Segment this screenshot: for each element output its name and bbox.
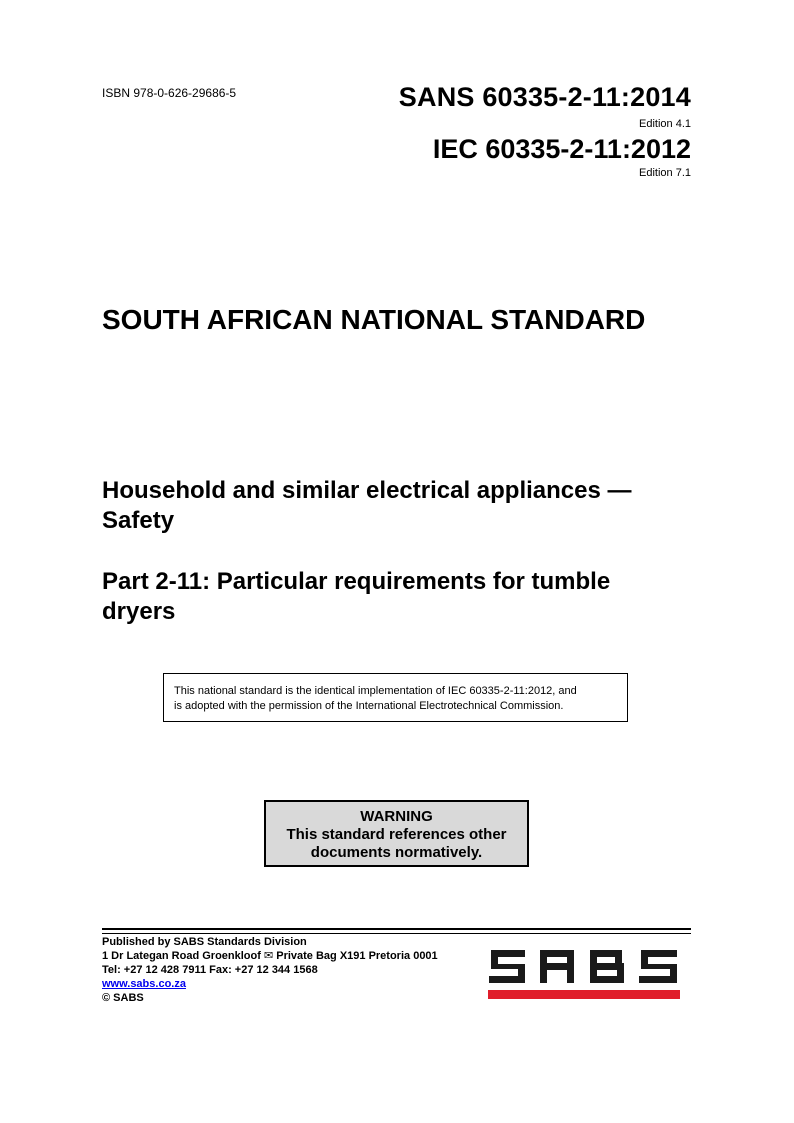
sans-standard-code: SANS 60335-2-11:2014 bbox=[398, 82, 691, 112]
adoption-notice-line: is adopted with the permission of the International Electrotechnical Commission. bbox=[174, 700, 564, 712]
warning-line: This standard references other bbox=[286, 826, 507, 843]
website-link[interactable]: www.sabs.co.za bbox=[102, 978, 186, 990]
publisher-contact: Tel: +27 12 428 7911 Fax: +27 12 344 1568 bbox=[102, 964, 318, 976]
subtitle-line: Household and similar electrical appliances — bbox=[102, 477, 632, 504]
footer-divider-thin bbox=[102, 933, 691, 934]
iec-standard-code: IEC 60335-2-11:2012 bbox=[432, 134, 691, 164]
publisher-info bbox=[102, 935, 438, 1005]
sabs-logo bbox=[488, 945, 680, 1000]
sans-edition: Edition 4.1 bbox=[639, 118, 691, 130]
adoption-notice-line: This national standard is the identical implementation of IEC 60335-2-11:2012, and bbox=[174, 685, 577, 697]
copyright-notice: © SABS bbox=[102, 992, 144, 1004]
warning-heading: WARNING bbox=[360, 808, 433, 825]
subtitle-line: Safety bbox=[102, 507, 175, 534]
warning-line: documents normatively. bbox=[310, 844, 483, 861]
warning-box bbox=[264, 800, 529, 867]
publisher-address: 1 Dr Lategan Road Groenkloof ✉ Private Bag X191 Pretoria 0001 bbox=[102, 950, 438, 962]
adoption-notice-box bbox=[163, 673, 628, 722]
subtitle-part bbox=[102, 567, 702, 627]
iec-edition: Edition 7.1 bbox=[639, 167, 691, 179]
footer-divider bbox=[102, 928, 691, 930]
subtitle-line: dryers bbox=[102, 598, 176, 625]
subtitle-line: Part 2-11: Particular requirements for tumble bbox=[102, 568, 611, 595]
isbn-number: ISBN 978-0-626-29686-5 bbox=[102, 86, 237, 100]
document-title: SOUTH AFRICAN NATIONAL STANDARD bbox=[102, 304, 646, 335]
publisher-name: Published by SABS Standards Division bbox=[102, 936, 307, 948]
subtitle-general bbox=[102, 476, 702, 536]
